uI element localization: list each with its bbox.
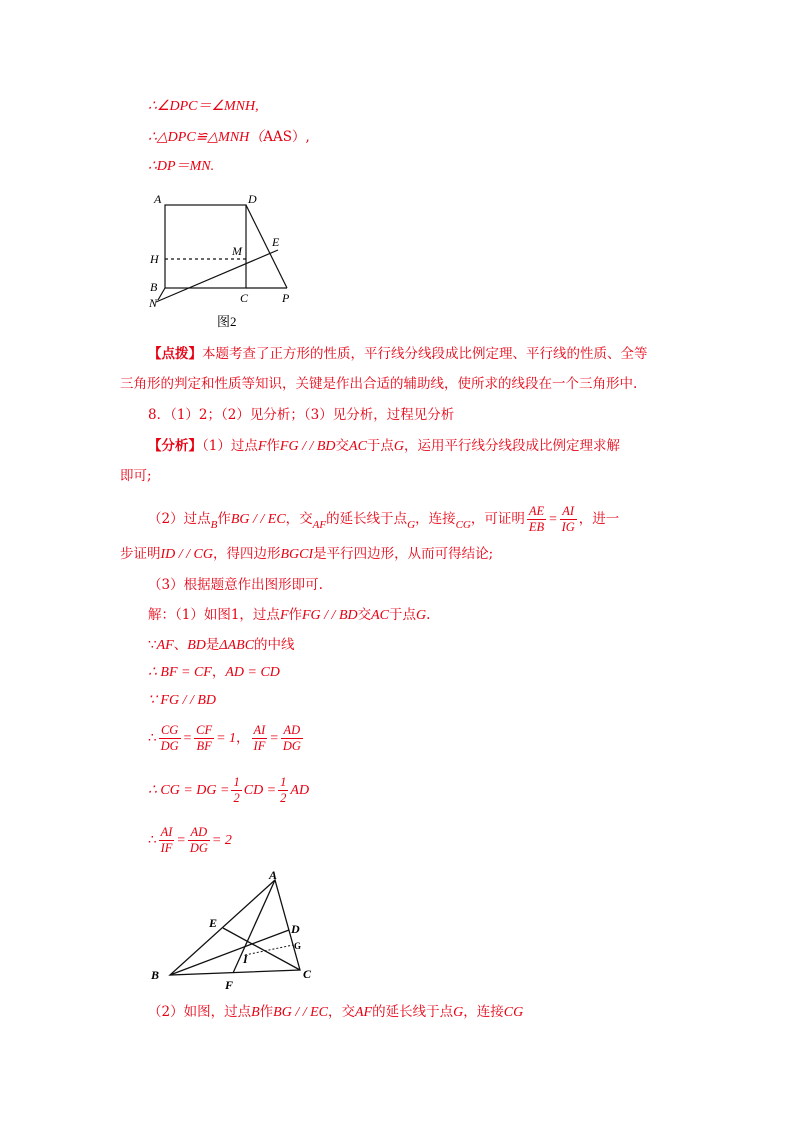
var-triangle-abc: ΔABC xyxy=(219,638,255,653)
solution-1-text-b: 作 xyxy=(288,607,302,623)
analysis-2-text-e: ，连接 xyxy=(415,511,456,527)
analysis-line-1-cont: 即可; xyxy=(120,468,152,484)
fraction-one-half xyxy=(231,775,241,806)
equals-sign: = xyxy=(269,731,279,746)
analysis-2-text-b: 作 xyxy=(217,511,231,527)
fraction-ad-dg xyxy=(281,723,303,754)
solution-line-7 xyxy=(148,820,232,860)
var-f: F xyxy=(257,439,267,454)
part-2-text-b: 作 xyxy=(259,1004,274,1020)
segment-bd xyxy=(170,930,289,975)
congruence-statement: ∴△DPC≌△MNH（ xyxy=(148,130,264,145)
part-2-text-d: 的延长线于点 xyxy=(372,1004,454,1020)
solution-1-text-c: 交 xyxy=(357,607,372,623)
analysis-1-text-b: 作 xyxy=(266,438,280,454)
analysis-2-text-i: ，得四边形 xyxy=(213,546,281,562)
solution-line-2 xyxy=(148,636,295,655)
eq-cd: CD = xyxy=(243,783,277,798)
tip-label: 【点拨】 xyxy=(148,346,202,362)
solution-1-text-e: . xyxy=(426,607,431,623)
var-g: G xyxy=(393,439,405,454)
var-ad: AD xyxy=(290,783,310,798)
proof-line-angle: ∴∠DPC＝∠MNH, xyxy=(148,99,259,114)
question-8-answer: 8．（1）2；（2）见分析；（3）见分析，过程见分析 xyxy=(148,407,455,423)
segment-ne xyxy=(156,250,278,302)
analysis-1-text-d: 于点 xyxy=(366,438,394,454)
var-b: B xyxy=(251,1005,260,1020)
frac-den: BF xyxy=(196,739,212,753)
fraction-ai-ig xyxy=(560,504,577,535)
label-g: G xyxy=(294,941,302,951)
because-sign: ∵ xyxy=(148,637,157,653)
var-ac: AC xyxy=(349,439,367,454)
part-2-text-e: ，连接 xyxy=(463,1004,504,1020)
frac-den: DG xyxy=(189,841,208,855)
therefore-sign: ∴ xyxy=(148,832,157,848)
analysis-2-text-j: 是平行四边形，从而可得结论; xyxy=(313,546,494,562)
analysis-2-text-c: ，交 xyxy=(285,511,313,527)
solution-line-4: ∵ FG / / BD xyxy=(148,693,217,708)
equals-sign: = xyxy=(182,731,193,746)
solution-1-text-d: 于点 xyxy=(389,607,416,623)
frac-num: 1 xyxy=(233,775,240,789)
var-g-2: G xyxy=(407,519,416,531)
equals-two: = 2 xyxy=(211,833,232,848)
text-is: 是 xyxy=(205,637,220,653)
proof-line-equal: ∴DP＝MN. xyxy=(148,159,215,174)
var-f: F xyxy=(279,608,289,623)
label-e: E xyxy=(209,916,218,930)
analysis-2-text: （2）过点 xyxy=(148,511,211,527)
congruence-close: ）, xyxy=(292,129,310,145)
var-fg-bd: FG / / BD xyxy=(279,439,336,454)
label-f: F xyxy=(225,978,234,992)
solution-part-2-line xyxy=(148,1003,523,1022)
analysis-label: 【分析】 xyxy=(148,438,202,454)
label-b: B xyxy=(151,968,160,982)
label-a: A xyxy=(154,192,162,206)
var-g: G xyxy=(453,1005,464,1020)
frac-num: CG xyxy=(159,723,181,739)
var-bg-ec: BG / / EC xyxy=(230,512,286,527)
comma: ， xyxy=(236,730,250,746)
solution-1-text: 解：（1）如图1，过点 xyxy=(148,607,280,623)
figure-triangle-diagram xyxy=(145,865,330,995)
frac-num: CF xyxy=(196,723,213,737)
label-p: P xyxy=(282,291,290,305)
figure-caption: 图2 xyxy=(217,314,237,329)
label-n: N xyxy=(149,296,158,310)
fraction-one-half-2 xyxy=(278,775,288,806)
eq-ad-cd: AD = CD xyxy=(225,665,280,680)
fraction-cf-bf xyxy=(194,723,214,754)
var-af: AF xyxy=(355,1005,373,1020)
label-i: I xyxy=(243,952,248,966)
var-bgci: BGCI xyxy=(280,547,314,562)
separator: 、 xyxy=(173,637,188,653)
analysis-2-text-d: 的延长线于点 xyxy=(326,511,408,527)
frac-den: EB xyxy=(528,520,545,534)
solution-line-5 xyxy=(148,718,305,758)
fraction-cg-dg xyxy=(159,723,181,754)
solution-line-3 xyxy=(148,663,280,682)
part-2-text: （2）如图，过点 xyxy=(148,1004,252,1020)
segment-af xyxy=(233,880,275,973)
label-e: E xyxy=(272,235,280,249)
label-m: M xyxy=(232,244,242,258)
tip-line-2: 三角形的判定和性质等知识，关键是作出合适的辅助线，使所求的线段在一个三角形中. xyxy=(120,376,638,392)
var-id-cg: ID / / CG xyxy=(160,547,213,562)
fraction-ae-eb xyxy=(527,504,546,535)
triangle-abc xyxy=(170,880,300,975)
var-bg-ec: BG / / EC xyxy=(273,1005,328,1020)
frac-den: IF xyxy=(160,841,173,855)
var-cg: CG xyxy=(455,519,471,531)
therefore-sign: ∴ xyxy=(148,730,157,746)
var-b: B xyxy=(210,519,218,531)
analysis-1-text-c: 交 xyxy=(335,438,350,454)
analysis-line-3: （3）根据题意作出图形即可. xyxy=(148,577,323,593)
fraction-ad-dg xyxy=(188,825,210,856)
label-a: A xyxy=(269,868,278,882)
var-fg-bd: FG / / BD xyxy=(302,608,358,623)
segment-dp xyxy=(246,205,287,288)
frac-den: IF xyxy=(253,739,266,753)
fraction-ai-if xyxy=(159,825,175,856)
segment-ec xyxy=(223,928,300,970)
frac-den: IG xyxy=(561,520,575,534)
frac-den: DG xyxy=(160,739,179,753)
equals-one: = 1 xyxy=(216,731,237,746)
analysis-2-text-g: ，进一 xyxy=(578,511,620,527)
frac-num: AI xyxy=(560,504,577,520)
frac-num: AD xyxy=(188,825,210,841)
var-bd: BD xyxy=(187,638,206,653)
var-af: AF xyxy=(156,638,174,653)
frac-den: 2 xyxy=(280,791,287,805)
aas-label: AAS xyxy=(263,129,293,145)
frac-num: AE xyxy=(528,504,545,518)
analysis-1-text: （1）过点 xyxy=(202,438,258,454)
label-d: D xyxy=(248,192,257,206)
equals-sign: = xyxy=(548,512,558,527)
comma: ， xyxy=(211,664,226,680)
label-c: C xyxy=(303,967,312,981)
analysis-line-1 xyxy=(148,437,620,456)
solution-line-1 xyxy=(148,606,430,625)
frac-num: AD xyxy=(281,723,303,739)
label-h: H xyxy=(150,252,159,266)
var-af: AF xyxy=(312,519,327,531)
frac-num: AI xyxy=(160,825,173,839)
analysis-2-text-h: 步证明 xyxy=(120,546,161,562)
analysis-line-2 xyxy=(148,500,619,538)
part-2-text-c: ，交 xyxy=(328,1004,355,1020)
eq-cg-dg: ∴ CG = DG = xyxy=(148,783,230,798)
equals-sign: = xyxy=(176,833,186,848)
analysis-2-text-f: ，可证明 xyxy=(470,511,525,527)
tip-text-1: 本题考查了正方形的性质，平行线分线段成比例定理、平行线的性质、全等 xyxy=(202,346,648,362)
solution-line-6 xyxy=(148,770,309,810)
frac-num: 1 xyxy=(280,775,287,789)
var-cg: CG xyxy=(503,1005,524,1020)
proof-line-congruent xyxy=(148,128,310,147)
var-g: G xyxy=(416,608,427,623)
label-b: B xyxy=(150,280,158,294)
label-c: C xyxy=(240,291,249,305)
var-ac: AC xyxy=(371,608,389,623)
fraction-ai-if xyxy=(252,723,268,754)
frac-num: AI xyxy=(253,723,266,737)
analysis-line-2-cont xyxy=(120,545,493,564)
frac-den: DG xyxy=(282,739,301,753)
text-median: 的中线 xyxy=(254,637,295,653)
label-d: D xyxy=(291,922,300,936)
figure-2-square-diagram xyxy=(140,188,315,338)
eq-bf-cf: ∴ BF = CF xyxy=(148,665,212,680)
analysis-1-text-e: ，运用平行线分线段成比例定理求解 xyxy=(404,438,621,454)
tip-line-1 xyxy=(148,345,648,363)
frac-den: 2 xyxy=(233,791,240,805)
